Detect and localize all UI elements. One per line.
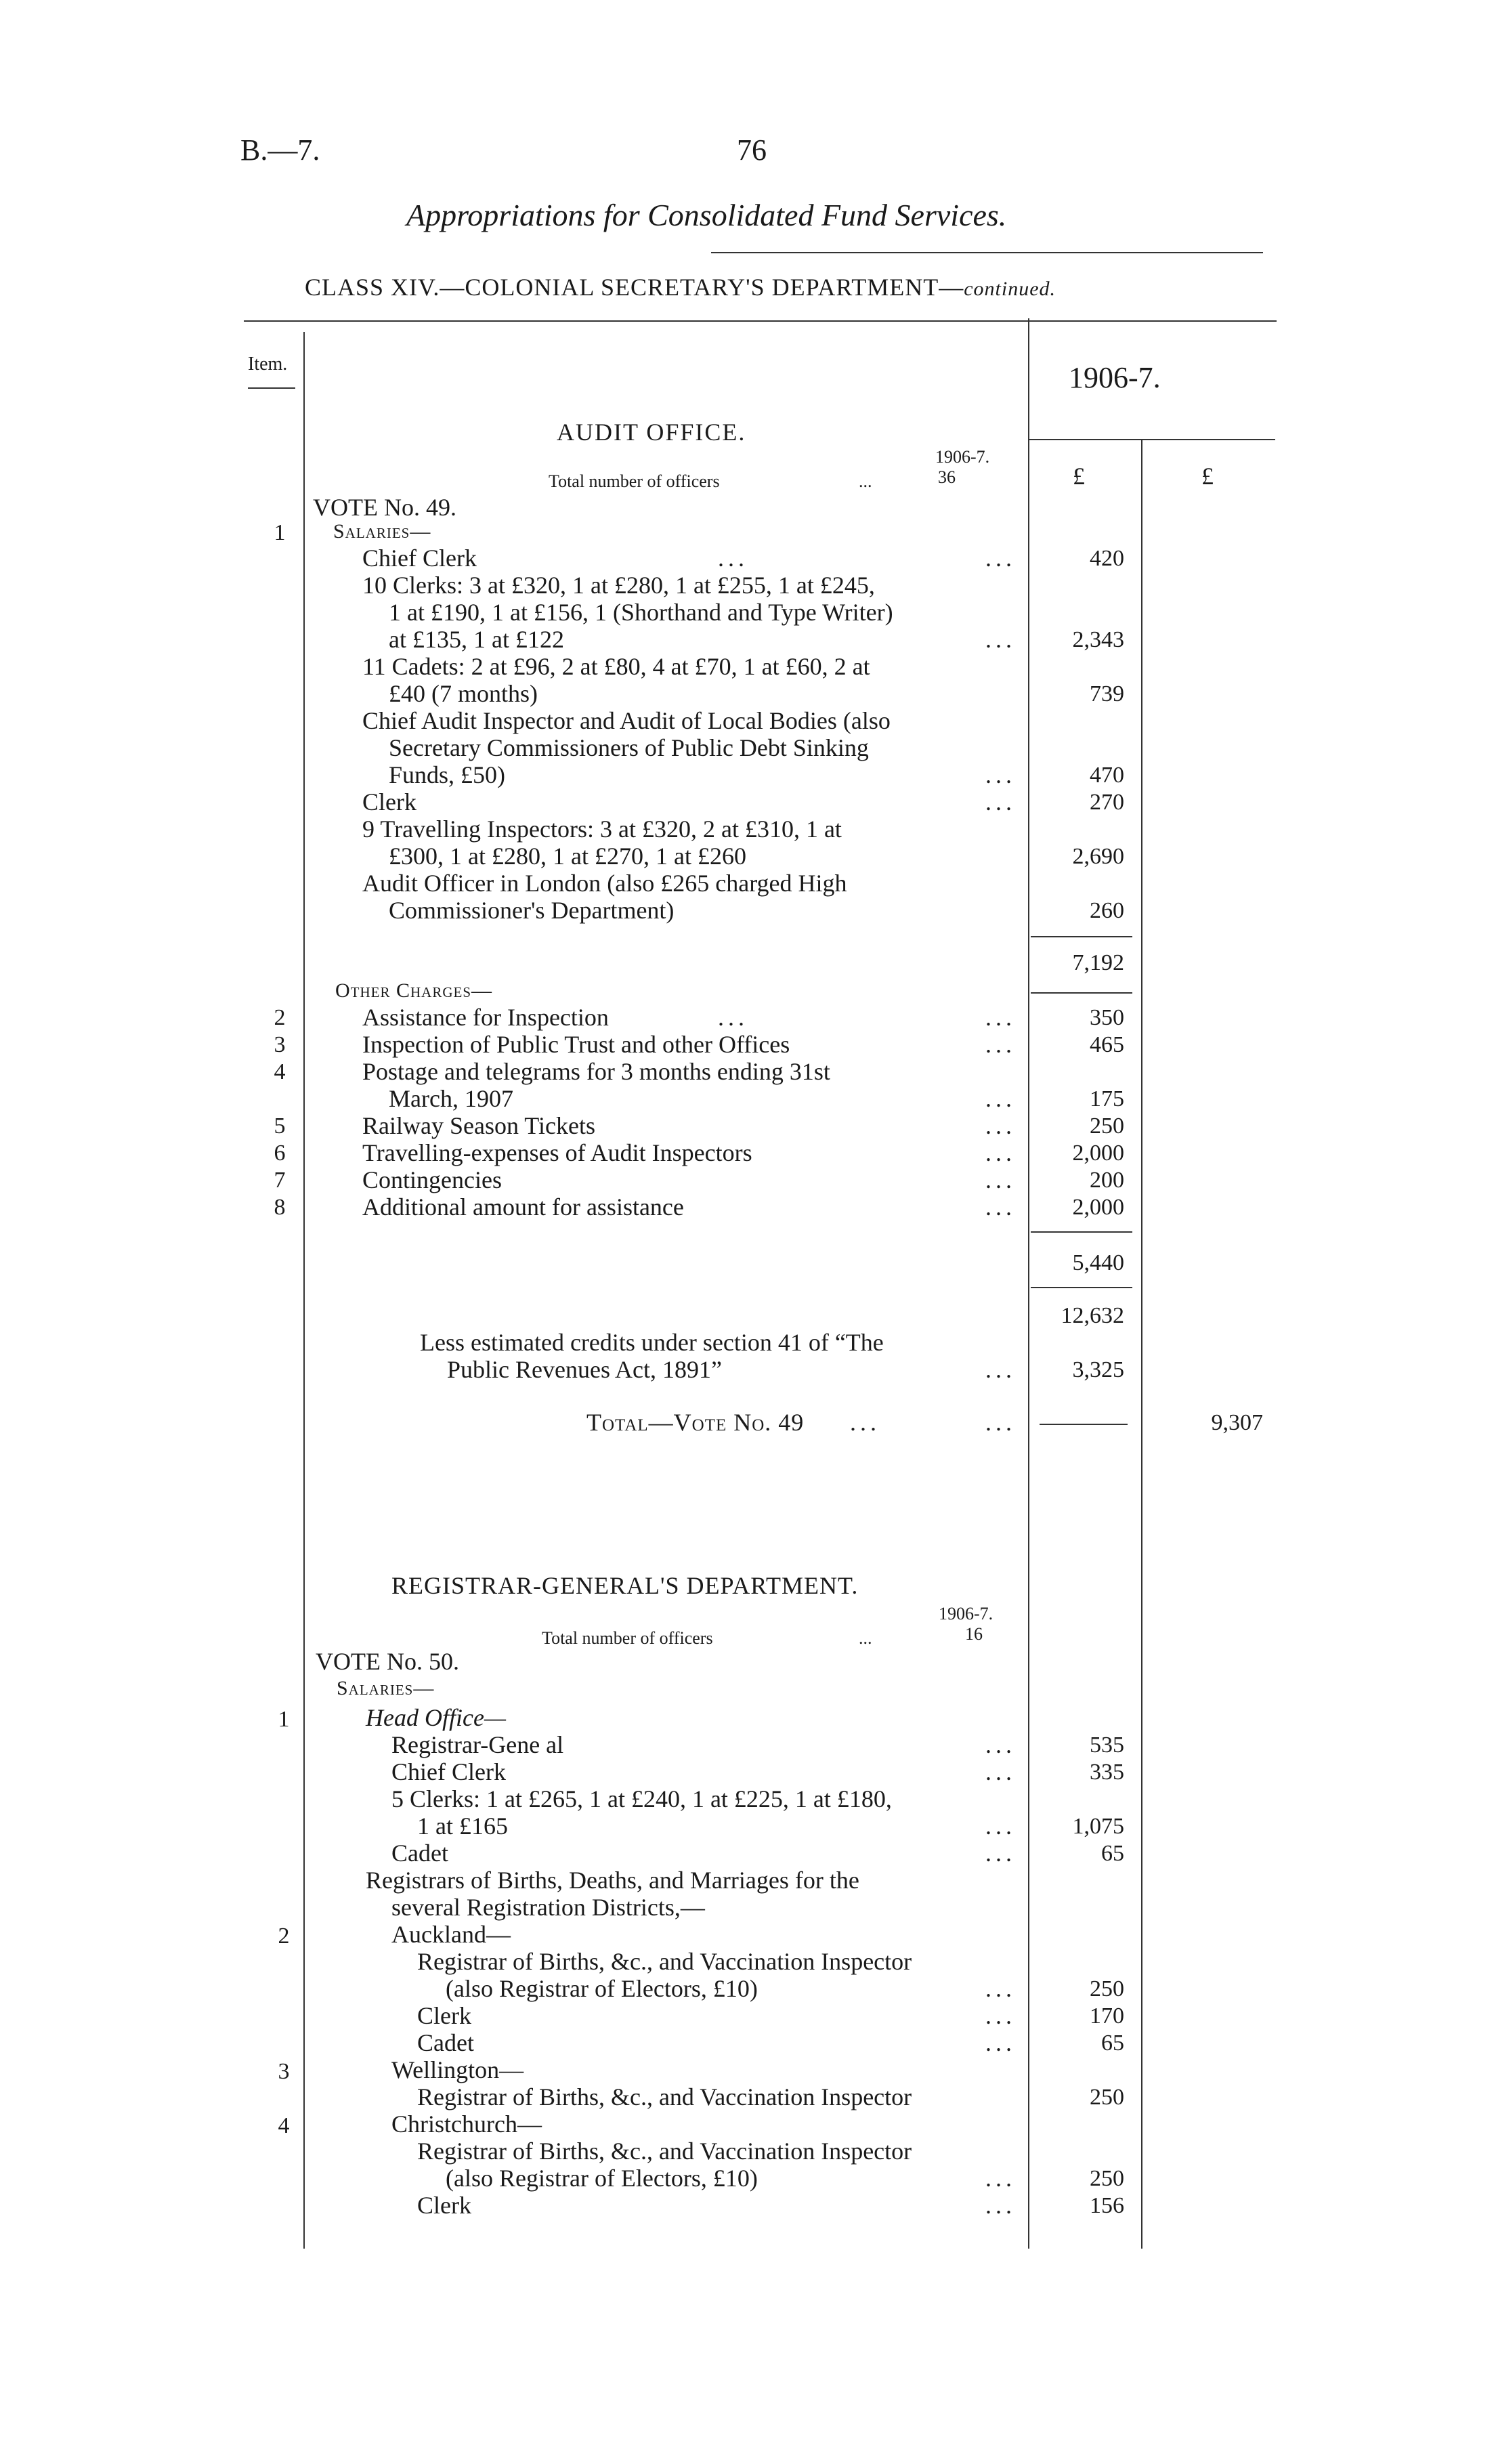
dots: ... xyxy=(985,2029,1016,2056)
dots: ... xyxy=(985,1193,1016,1220)
subtotal-rule xyxy=(1031,936,1132,937)
dots: ... xyxy=(985,626,1016,653)
item-number: 5 xyxy=(274,1113,286,1139)
amount: 335 xyxy=(1090,1760,1124,1785)
item-column-header: Item. xyxy=(248,354,288,375)
line-item: Clerk xyxy=(417,2192,471,2219)
line-item: Assistance for Inspection xyxy=(362,1004,609,1031)
dots: ... xyxy=(985,1758,1016,1785)
dots: ... xyxy=(985,1409,1016,1436)
amount: 465 xyxy=(1090,1032,1124,1057)
line-item: £300, 1 at £280, 1 at £270, 1 at £260 xyxy=(389,843,746,870)
item-number: 1 xyxy=(278,1707,290,1732)
item-number: 3 xyxy=(274,1032,286,1057)
total-dash xyxy=(1040,1424,1128,1425)
amount: 175 xyxy=(1090,1086,1124,1111)
line-item: £40 (7 months) xyxy=(389,680,538,707)
line-item: Registrar-Gene al xyxy=(391,1731,564,1758)
page-reference: B.—7. xyxy=(240,133,320,167)
line-item: Secretary Commissioners of Public Debt Sinking xyxy=(389,734,869,761)
dots: ... xyxy=(985,2002,1016,2029)
item-number: 6 xyxy=(274,1141,286,1166)
item-number: 8 xyxy=(274,1195,286,1220)
item-header-rule xyxy=(248,387,295,389)
amount: 1,075 xyxy=(1072,1814,1124,1839)
line-item: Registrar of Births, &c., and Vaccination Inspector xyxy=(417,2138,912,2165)
item-number: 4 xyxy=(278,2113,290,2138)
amount: 739 xyxy=(1090,681,1124,706)
officers-count: 36 xyxy=(938,467,956,487)
subsection-heading: Other Charges— xyxy=(335,979,493,1002)
item-number: 1 xyxy=(274,520,286,545)
credits-note: Public Revenues Act, 1891” xyxy=(447,1356,722,1383)
line-item: 5 Clerks: 1 at £265, 1 at £240, 1 at £225, 1 at £180, xyxy=(391,1785,892,1812)
section-heading: REGISTRAR-GENERAL'S DEPARTMENT. xyxy=(391,1572,859,1599)
line-item: 1 at £165 xyxy=(417,1812,508,1840)
dots: ... xyxy=(985,1112,1016,1139)
line-item: Travelling-expenses of Audit Inspectors xyxy=(362,1139,752,1166)
district-heading: Christchurch— xyxy=(391,2110,542,2138)
line-item: (also Registrar of Electors, £10) xyxy=(446,2165,758,2192)
item-column-divider xyxy=(303,332,305,2249)
amount: 170 xyxy=(1090,2003,1124,2028)
line-item: Additional amount for assistance xyxy=(362,1193,684,1220)
line-item: Clerk xyxy=(417,2002,471,2029)
amount: 535 xyxy=(1090,1733,1124,1758)
page-title: Appropriations for Consolidated Fund Services. xyxy=(406,198,1007,232)
dots: ... xyxy=(985,1975,1016,2002)
officers-label: Total number of officers xyxy=(549,471,720,491)
dots: ... xyxy=(850,1409,880,1436)
line-item: at £135, 1 at £122 xyxy=(389,626,564,653)
amount: 250 xyxy=(1090,2085,1124,2110)
total-column-divider xyxy=(1141,440,1142,2249)
dots: ... xyxy=(859,471,872,491)
subsection-heading: Salaries— xyxy=(337,1677,435,1699)
officers-label: Total number of officers xyxy=(542,1628,713,1648)
amount: 250 xyxy=(1090,1976,1124,2001)
amount: 65 xyxy=(1101,2031,1124,2056)
line-item: Registrar of Births, &c., and Vaccination Inspector xyxy=(417,1948,912,1975)
class-heading: CLASS XIV.—COLONIAL SECRETARY'S DEPARTMENT—continued. xyxy=(305,274,1056,301)
dots: ... xyxy=(985,2192,1016,2219)
line-item: 9 Travelling Inspectors: 3 at £320, 2 at £310, 1 at xyxy=(362,815,842,843)
line-item: several Registration Districts,— xyxy=(391,1894,705,1921)
dots: ... xyxy=(985,2165,1016,2192)
pound-symbol: £ xyxy=(1073,463,1085,490)
amount: 470 xyxy=(1090,763,1124,788)
dots: ... xyxy=(985,1004,1016,1031)
dots: ... xyxy=(985,1139,1016,1166)
item-number: 2 xyxy=(274,1005,286,1030)
line-item: Inspection of Public Trust and other Offices xyxy=(362,1031,790,1058)
vote-total: 9,307 xyxy=(1211,1410,1263,1435)
line-item: Railway Season Tickets xyxy=(362,1112,596,1139)
amount: 200 xyxy=(1090,1168,1124,1193)
line-item: Registrars of Births, Deaths, and Marriages for the xyxy=(366,1867,859,1894)
amount: 350 xyxy=(1090,1005,1124,1030)
line-item: 11 Cadets: 2 at £96, 2 at £80, 4 at £70, 1 at £60, 2 at xyxy=(362,653,870,680)
item-number: 7 xyxy=(274,1168,286,1193)
title-rule xyxy=(711,252,1263,253)
line-item: 1 at £190, 1 at £156, 1 (Shorthand and Type Writer) xyxy=(389,599,893,626)
subtotal-rule xyxy=(1031,1231,1132,1233)
dots: ... xyxy=(985,761,1016,788)
line-item: 10 Clerks: 3 at £320, 1 at £280, 1 at £255, 1 at £245, xyxy=(362,572,875,599)
item-number: 2 xyxy=(278,1924,290,1949)
amount-column-divider xyxy=(1028,318,1029,2249)
year-label: 1906-7. xyxy=(939,1604,993,1623)
dots: ... xyxy=(985,1166,1016,1193)
district-heading: Wellington— xyxy=(391,2056,524,2083)
dots: ... xyxy=(985,1031,1016,1058)
line-item: Chief Clerk xyxy=(391,1758,506,1785)
line-item: Clerk xyxy=(362,788,416,815)
line-item: Chief Audit Inspector and Audit of Local Bodies (also xyxy=(362,707,891,734)
dots: ... xyxy=(718,545,748,572)
year-column-header: 1906-7. xyxy=(1069,361,1161,394)
amount: 2,000 xyxy=(1072,1141,1124,1166)
year-label: 1906-7. xyxy=(935,447,990,467)
section-heading: AUDIT OFFICE. xyxy=(557,419,746,446)
dots: ... xyxy=(985,1085,1016,1112)
subsection-heading: Salaries— xyxy=(333,520,431,543)
line-item: Commissioner's Department) xyxy=(389,897,675,924)
amount: 2,343 xyxy=(1072,627,1124,652)
amount: 2,000 xyxy=(1072,1195,1124,1220)
amount: 2,690 xyxy=(1072,844,1124,869)
item-number: 4 xyxy=(274,1059,286,1084)
amount: 270 xyxy=(1090,790,1124,815)
amount: 156 xyxy=(1090,2193,1124,2218)
line-item: (also Registrar of Electors, £10) xyxy=(446,1975,758,2002)
dots: ... xyxy=(859,1628,872,1648)
dots: ... xyxy=(985,1356,1016,1383)
dots: ... xyxy=(718,1004,748,1031)
year-header-rule xyxy=(1028,439,1275,440)
line-item: Cadet xyxy=(391,1840,448,1867)
subsection-heading: Head Office— xyxy=(366,1704,506,1731)
amount: 65 xyxy=(1101,1841,1124,1866)
line-item: Funds, £50) xyxy=(389,761,506,788)
amount: 420 xyxy=(1090,546,1124,571)
district-heading: Auckland— xyxy=(391,1921,511,1948)
line-item: Cadet xyxy=(417,2029,474,2056)
dots: ... xyxy=(985,788,1016,815)
line-item: March, 1907 xyxy=(389,1085,513,1112)
amount: 250 xyxy=(1090,1113,1124,1139)
class-rule xyxy=(244,320,1277,322)
page-number: 76 xyxy=(737,133,767,167)
item-number: 3 xyxy=(278,2059,290,2084)
amount: 3,325 xyxy=(1072,1357,1124,1382)
subtotal: 7,192 xyxy=(1072,950,1124,975)
amount: 260 xyxy=(1090,898,1124,923)
subtotal: 5,440 xyxy=(1072,1250,1124,1275)
dots: ... xyxy=(985,545,1016,572)
amount: 250 xyxy=(1090,2166,1124,2191)
line-item: Postage and telegrams for 3 months ending 31st xyxy=(362,1058,830,1085)
vote-label: VOTE No. 50. xyxy=(316,1648,459,1675)
credits-note: Less estimated credits under section 41 of “The xyxy=(420,1329,884,1356)
officers-count: 16 xyxy=(965,1624,983,1644)
subtotal-rule xyxy=(1031,1287,1132,1288)
dots: ... xyxy=(985,1840,1016,1867)
line-item: Registrar of Births, &c., and Vaccination Inspector xyxy=(417,2083,912,2110)
line-item: Chief Clerk xyxy=(362,545,477,572)
line-item: Contingencies xyxy=(362,1166,502,1193)
vote-total-label: Total—Vote No. 49 xyxy=(586,1409,805,1436)
vote-label: VOTE No. 49. xyxy=(313,494,456,521)
subtotal-rule xyxy=(1031,992,1132,994)
dots: ... xyxy=(985,1731,1016,1758)
gross-total: 12,632 xyxy=(1061,1303,1124,1328)
line-item: Audit Officer in London (also £265 charged High xyxy=(362,870,847,897)
dots: ... xyxy=(985,1812,1016,1840)
pound-symbol: £ xyxy=(1201,463,1214,490)
